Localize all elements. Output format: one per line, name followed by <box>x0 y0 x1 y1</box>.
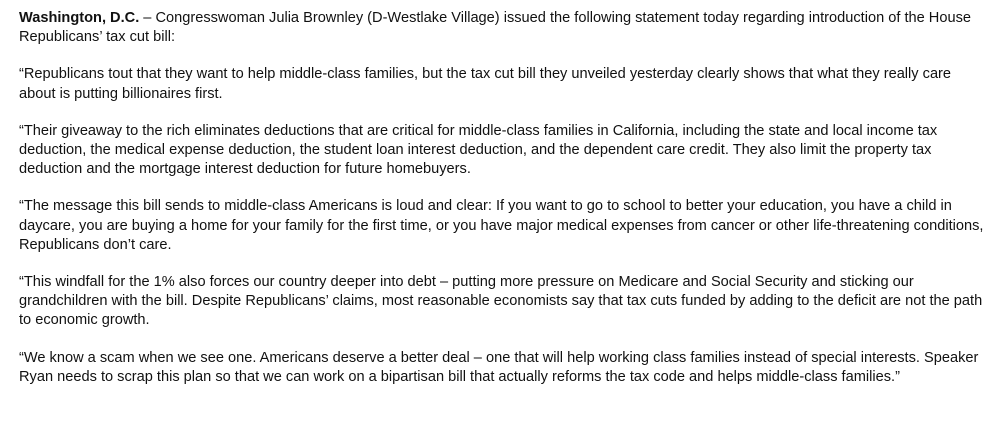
statement-paragraph-1: “Republicans tout that they want to help middle-class families, but the tax cut bill they unveiled yesterday clearly shows that what they really care about is putting billionaires first. <box>19 66 952 102</box>
statement-paragraph-3: “The message this bill sends to middle-class Americans is loud and clear: If you want to go to school to better your education, you have a child in daycare, you are buying a home for your family for the first time, or you have major medical expenses from cancer or other life-threatening conditions, Republicans don’t care. <box>19 198 984 253</box>
lead-text: – Congresswoman Julia Brownley (D-Westlake Village) issued the following statement today regarding introduction of the House Republicans’ tax cut bill: <box>19 10 971 46</box>
press-statement <box>19 9 991 405</box>
lead-paragraph <box>19 9 991 47</box>
statement-paragraph-4: “This windfall for the 1% also forces our country deeper into debt – putting more pressure on Medicare and Social Security and sticking our grandchildren with the bill. Despite Republicans’ claims, most reasonable economists say that tax cuts funded by adding to the deficit are not the path to economic growth. <box>19 274 983 329</box>
statement-paragraph-5: “We know a scam when we see one. Americans deserve a better deal – one that will help working class families instead of special interests. Speaker Ryan needs to scrap this plan so that we can work on a bipartisan bill that actually reforms the tax code and helps middle-class families.” <box>19 349 979 385</box>
dateline: Washington, D.C. <box>19 10 140 26</box>
statement-paragraph-2: “Their giveaway to the rich eliminates deductions that are critical for middle-class families in California, including the state and local income tax deduction, the medical expense deduction, the student loan interest deduction, and the dependent care credit. They also limit the property tax deduction and the mortgage interest deduction for future homebuyers. <box>19 122 938 178</box>
